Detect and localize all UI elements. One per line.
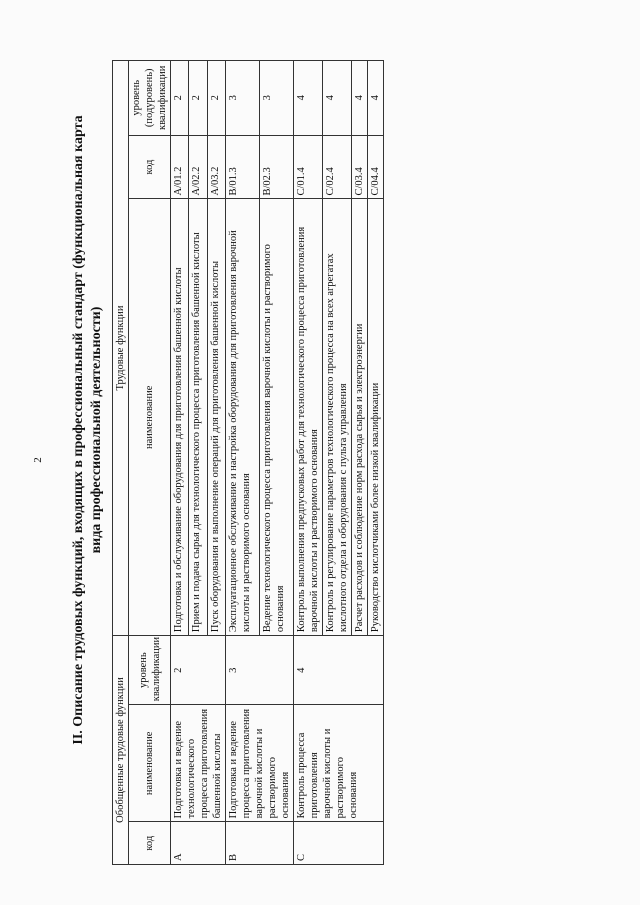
function-name: Эксплуатационное обслуживание и настройка оборудования для приготовления варочной кислоты и растворимого основания — [226, 199, 260, 636]
function-name: Подготовка и обслуживание оборудования для приготовления башенной кислоты — [171, 199, 189, 636]
section-title: II. Описание трудовых функций, входящих в профессиональный стандарт (функциональная карта вида профессиональной деятельности) — [71, 115, 104, 745]
function-name: Руководство кислотчиками более низкой квалификации — [368, 199, 384, 636]
functions-table — [112, 60, 384, 865]
group-name: Контроль процесса приготовления варочной кислоты и растворимого основания — [294, 705, 384, 822]
header-function-name: наименование — [129, 199, 171, 636]
group-name: Подготовка и ведение технологического процесса приготовления башенной кислоты — [171, 705, 226, 822]
function-code: A/01.2 — [171, 135, 189, 199]
function-level: 2 — [189, 61, 207, 136]
function-level: 4 — [294, 61, 323, 136]
header-code: код — [129, 822, 171, 865]
group-level: 3 — [226, 636, 294, 705]
function-level: 4 — [352, 61, 368, 136]
function-level: 2 — [171, 61, 189, 136]
header-labor: Трудовые функции — [113, 61, 129, 636]
header-level: уровень квалификации — [129, 636, 171, 705]
table-row — [226, 61, 260, 865]
function-level: 4 — [368, 61, 384, 136]
group-name: Подготовка и ведение процесса приготовления варочной кислоты и растворимого основания — [226, 705, 294, 822]
function-level: 3 — [260, 61, 294, 136]
function-name: Расчет расходов и соблюдение норм расхода сырья и электроэнергии — [352, 199, 368, 636]
function-level: 2 — [207, 61, 225, 136]
function-level: 3 — [226, 61, 260, 136]
function-code: A/02.2 — [189, 135, 207, 199]
header-sublevel: уровень (подуровень) квалификации — [129, 61, 171, 136]
function-name: Контроль и регулирование параметров технологического процесса на всех агрегатах кислотного отдела и оборудования с пульта управления — [323, 199, 352, 636]
group-code: A — [171, 822, 226, 865]
page-number: 2 — [32, 457, 44, 463]
table-row — [171, 61, 189, 865]
function-name: Пуск оборудования и выполнение операций для приготовления башенной кислоты — [207, 199, 225, 636]
function-code: B/02.3 — [260, 135, 294, 199]
function-code: C/01.4 — [294, 135, 323, 199]
function-name: Прием и подача сырья для технологического процесса приготовления башенной кислоты — [189, 199, 207, 636]
function-level: 4 — [323, 61, 352, 136]
function-code: C/02.4 — [323, 135, 352, 199]
function-name: Контроль выполнения предпусковых работ для технологического процесса приготовления варочной кислоты и растворимого основания — [294, 199, 323, 636]
group-code: B — [226, 822, 294, 865]
group-level: 2 — [171, 636, 226, 705]
function-name: Ведение технологического процесса приготовления варочной кислоты и растворимого основания — [260, 199, 294, 636]
table-row — [294, 61, 323, 865]
function-code: B/01.3 — [226, 135, 260, 199]
function-code: C/04.4 — [368, 135, 384, 199]
group-level: 4 — [294, 636, 384, 705]
group-code: C — [294, 822, 384, 865]
function-code: A/03.2 — [207, 135, 225, 199]
header-generalized: Обобщенные трудовые функции — [113, 636, 129, 865]
function-code: C/03.4 — [352, 135, 368, 199]
header-function-code: код — [129, 135, 171, 199]
header-name: наименование — [129, 705, 171, 822]
